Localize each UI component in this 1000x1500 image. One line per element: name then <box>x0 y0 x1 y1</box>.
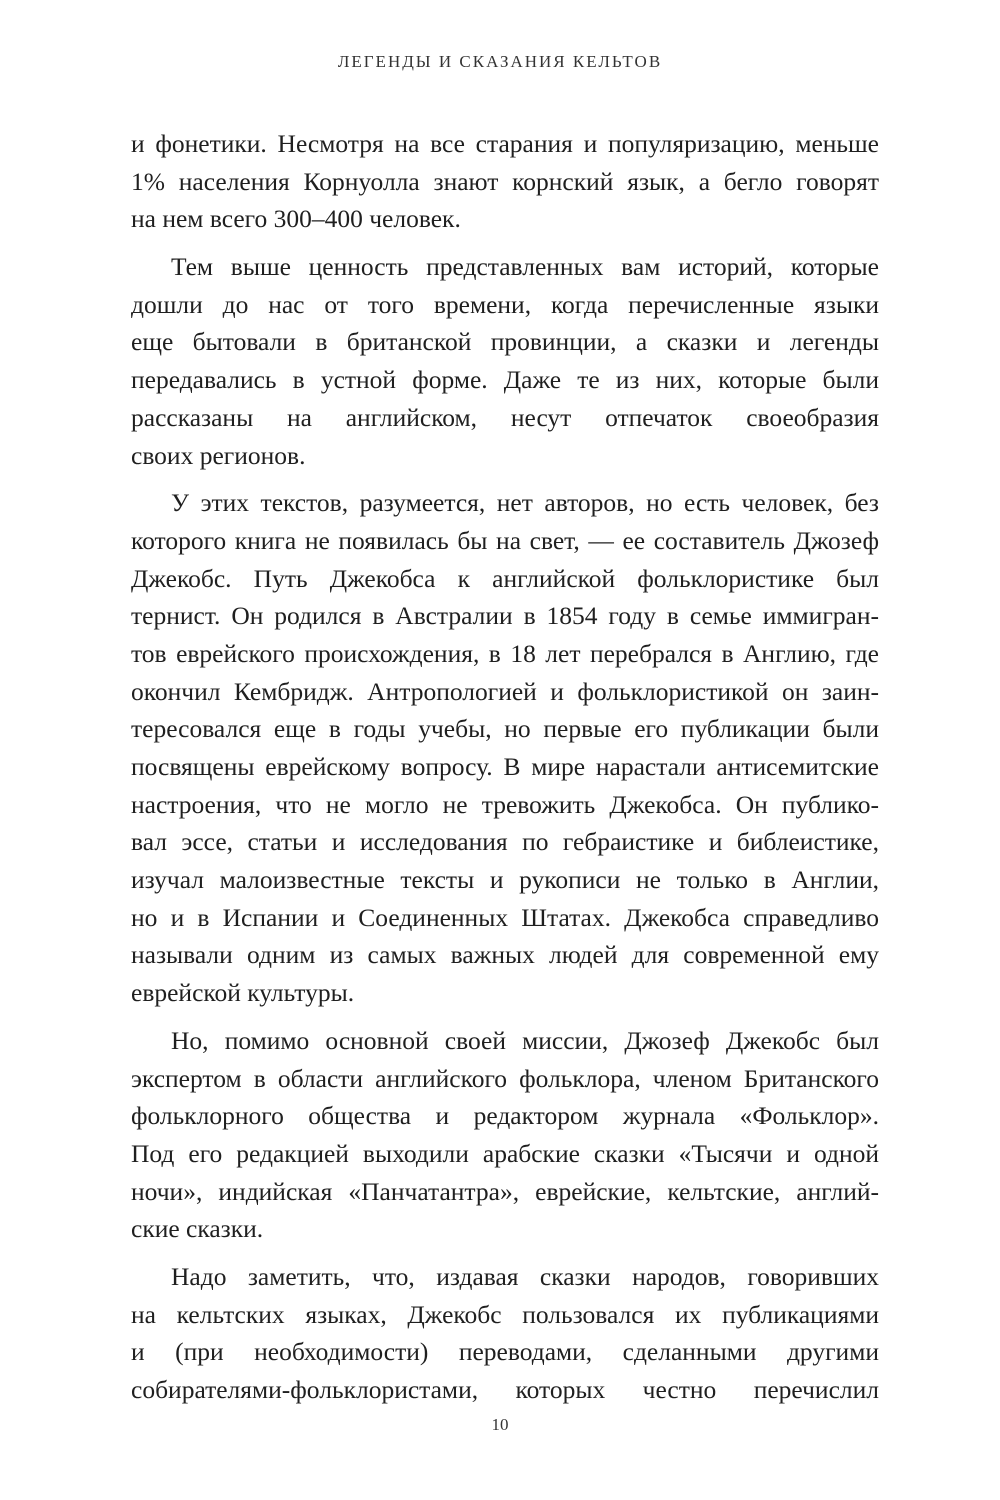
text-line: на кельтских языках, Джекобс пользовался их публикациями <box>131 1299 879 1329</box>
text-line: Тем выше ценность представленных вам историй, которые <box>171 252 879 282</box>
text-line: вал эссе, статьи и исследования по гебраистике и библеистике, <box>131 827 879 857</box>
text-line: собирателями-фольклористами, которых честно перечислил <box>131 1375 879 1404</box>
text-line: дошли до нас от того времени, когда перечисленные языки <box>131 289 879 319</box>
text-line: фольклорного общества и редактором журнала «Фольклор». <box>131 1101 879 1131</box>
text-line: и фонетики. Несмотря на все старания и популяризацию, меньше <box>131 129 879 158</box>
text-line: ские сказки. <box>131 1214 264 1244</box>
text-line: настроения, что не могло не тревожить Джекобса. Он публико- <box>131 789 879 819</box>
text-line: тернист. Он родился в Австралии в 1854 году в семье иммигран- <box>131 601 879 631</box>
text-line: на нем всего 300–400 человек. <box>131 204 461 234</box>
text-line: рассказаны на английском, несут отпечаток своеобразия <box>131 402 879 432</box>
text-line: экспертом в области английского фольклора, членом Британского <box>131 1063 879 1093</box>
text-line: но и в Испании и Соединенных Штатах. Джекобса справедливо <box>131 902 879 932</box>
text-line: Под его редакцией выходили арабские сказки «Тысячи и одной <box>131 1138 879 1168</box>
text-line: изучал малоизвестные тексты и рукописи не только в Англии, <box>131 865 879 895</box>
text-line: Но, помимо основной своей миссии, Джозеф Джекобс был <box>171 1025 879 1055</box>
text-line: еврейской культуры. <box>131 978 355 1008</box>
paragraph-2 <box>131 248 879 474</box>
text-line: окончил Кембридж. Антропологией и фольклористикой он заин- <box>131 676 879 706</box>
text-line: тов еврейского происхождения, в 18 лет перебрался в Англию, где <box>131 638 879 668</box>
page-number: 10 <box>491 1415 509 1434</box>
text-line: У этих текстов, разумеется, нет авторов, но есть человек, без <box>171 488 879 518</box>
body-text <box>131 125 879 1409</box>
text-line: ночи», индийская «Панчатантра», еврейские, кельтские, англий- <box>131 1176 879 1206</box>
text-line: Джекобс. Путь Джекобса к английской фольклористике был <box>131 563 879 593</box>
text-line: передавались в устной форме. Даже те из них, которые были <box>131 365 879 395</box>
text-line: Надо заметить, что, издавая сказки народов, говоривших <box>171 1261 879 1291</box>
text-line: тересовался еще в годы учебы, но первые его публикации были <box>131 714 879 744</box>
text-line: 1% населения Корнуолла знают корнский язык, а бегло говорят <box>131 166 879 196</box>
text-line: посвящены еврейскому вопросу. В мире нарастали антисемитские <box>131 752 879 781</box>
paragraph-5 <box>131 1258 879 1409</box>
paragraph-3 <box>131 484 879 1012</box>
paragraph-1 <box>131 125 879 238</box>
paragraph-4 <box>131 1022 879 1248</box>
text-line: и (при необходимости) переводами, сделанными другими <box>131 1337 879 1367</box>
text-line: которого книга не появилась бы на свет, — ее составитель Джозеф <box>131 525 879 555</box>
text-line: своих регионов. <box>131 440 306 470</box>
text-line: называли одним из самых важных людей для современной ему <box>131 940 879 970</box>
text-line: еще бытовали в британской провинции, а сказки и легенды <box>131 327 879 357</box>
running-head-title: ЛЕГЕНДЫ И СКАЗАНИЯ КЕЛЬТОВ <box>337 52 663 71</box>
